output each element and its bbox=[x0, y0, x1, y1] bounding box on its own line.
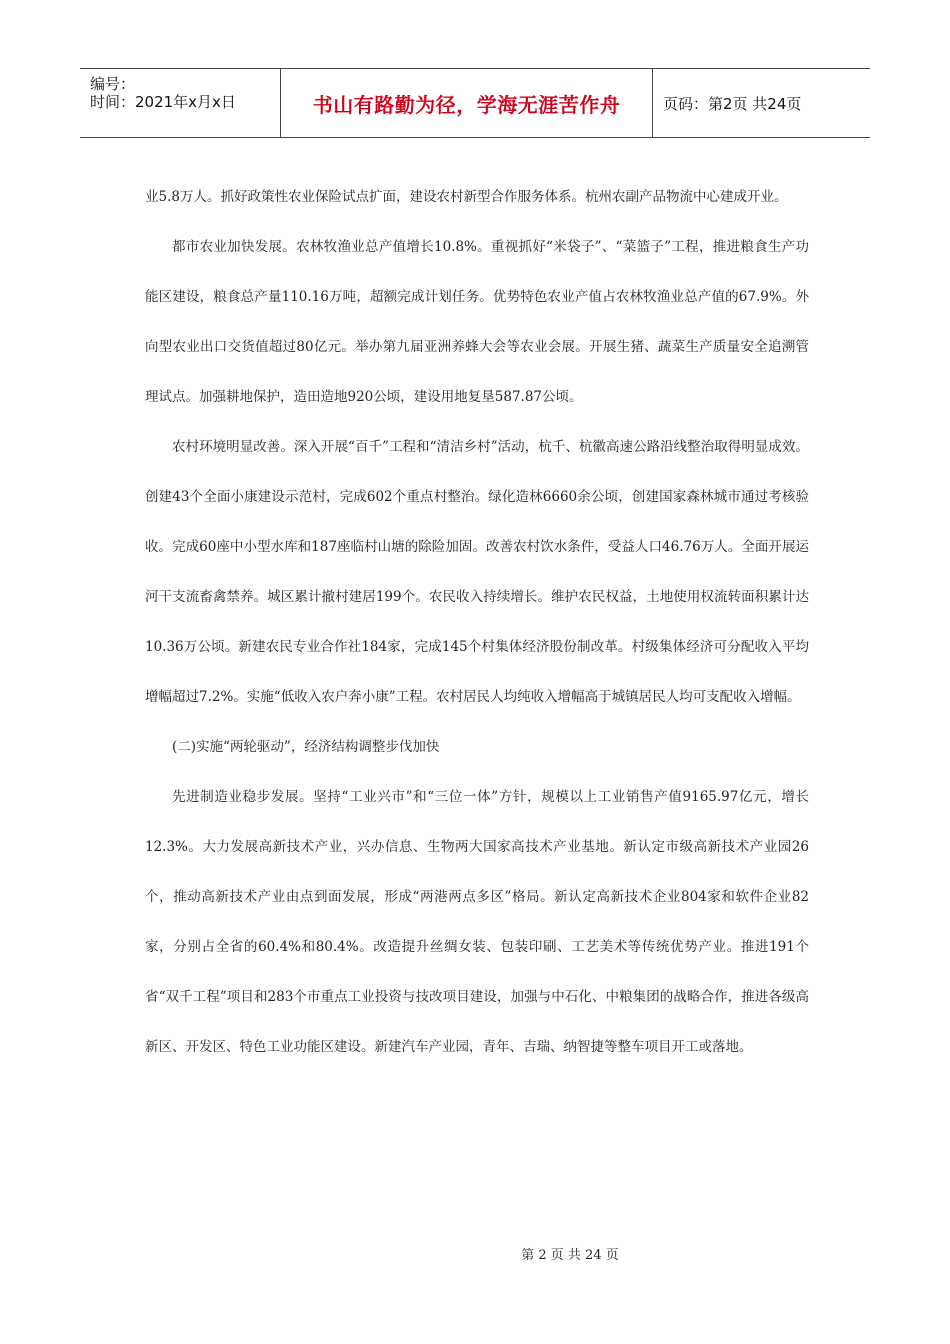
header-page-label: 页码：第2页 共24页 bbox=[663, 94, 802, 113]
header-page-cell bbox=[653, 69, 870, 137]
paragraph: 业5.8万人。抓好政策性农业保险试点扩面，建设农村新型合作服务体系。杭州农副产品物流中心建成开业。 bbox=[145, 189, 788, 205]
footer-page-number: 第 2 页 共 24 页 bbox=[521, 1248, 619, 1263]
header-motto: 书山有路勤为径，学海无涯苦作舟 bbox=[312, 92, 621, 117]
header-meta-cell bbox=[80, 69, 281, 137]
header-motto-cell bbox=[281, 69, 653, 137]
paragraph: 先进制造业稳步发展。坚持“工业兴市”和“三位一体”方针，规模以上工业销售产值9165.97亿元，增长12.3%。大力发展高新技术产业，兴办信息、生物两大国家高技术产业基地。新认定市级高新技术产业园26个，推动高新技术产业由点到面发展，形成“两港两点多区”格局。新认定高新技术企业804家和软件企业82家，分别占全省的60.4%和80.4%。改造提升丝绸女装、包装印刷、工艺美术等传统优势产业。推进191个省“双千工程”项目和283个市重点工业投资与技改项目建设，加强与中石化、中粮集团的战略合作，推进各级高新区、开发区、特色工业功能区建设。新建汽车产业园，青年、吉瑞、纳智捷等整车项目开工或落地。 bbox=[145, 789, 809, 1055]
page-footer bbox=[0, 1244, 950, 1263]
document-date-label: 时间：2021年x月x日 bbox=[90, 93, 236, 111]
page-header bbox=[80, 68, 870, 138]
paragraph: 农村环境明显改善。深入开展“百千”工程和“清洁乡村”活动，杭千、杭徽高速公路沿线整治取得明显成效。创建43个全面小康建设示范村，完成602个重点村整治。绿化造林6660余公顷，创建国家森林城市通过考核验收。完成60座中小型水库和187座临村山塘的除险加固。改善农村饮水条件，受益人口46.76万人。全面开展运河干支流畜禽禁养。城区累计撤村建居199个。农民收入持续增长。维护农民权益，土地使用权流转面积累计达10.36万公顷。新建农民专业合作社184家，完成145个村集体经济股份制改革。村级集体经济可分配收入平均增幅超过7.2%。实施“低收入农户奔小康”工程。农村居民人均纯收入增幅高于城镇居民人均可支配收入增幅。 bbox=[145, 439, 809, 705]
document-number-label: 编号： bbox=[90, 75, 136, 93]
section-heading: (二)实施“两轮驱动”，经济结构调整步伐加快 bbox=[172, 739, 440, 755]
document-body bbox=[145, 172, 809, 1072]
paragraph: 都市农业加快发展。农林牧渔业总产值增长10.8%。重视抓好“米袋子”、“菜篮子”工程，推进粮食生产功能区建设，粮食总产量110.16万吨，超额完成计划任务。优势特色农业产值占农林牧渔业总产值的67.9%。外向型农业出口交货值超过80亿元。举办第九届亚洲养蜂大会等农业会展。开展生猪、蔬菜生产质量安全追溯管理试点。加强耕地保护，造田造地920公顷，建设用地复垦587.87公顷。 bbox=[145, 239, 809, 405]
